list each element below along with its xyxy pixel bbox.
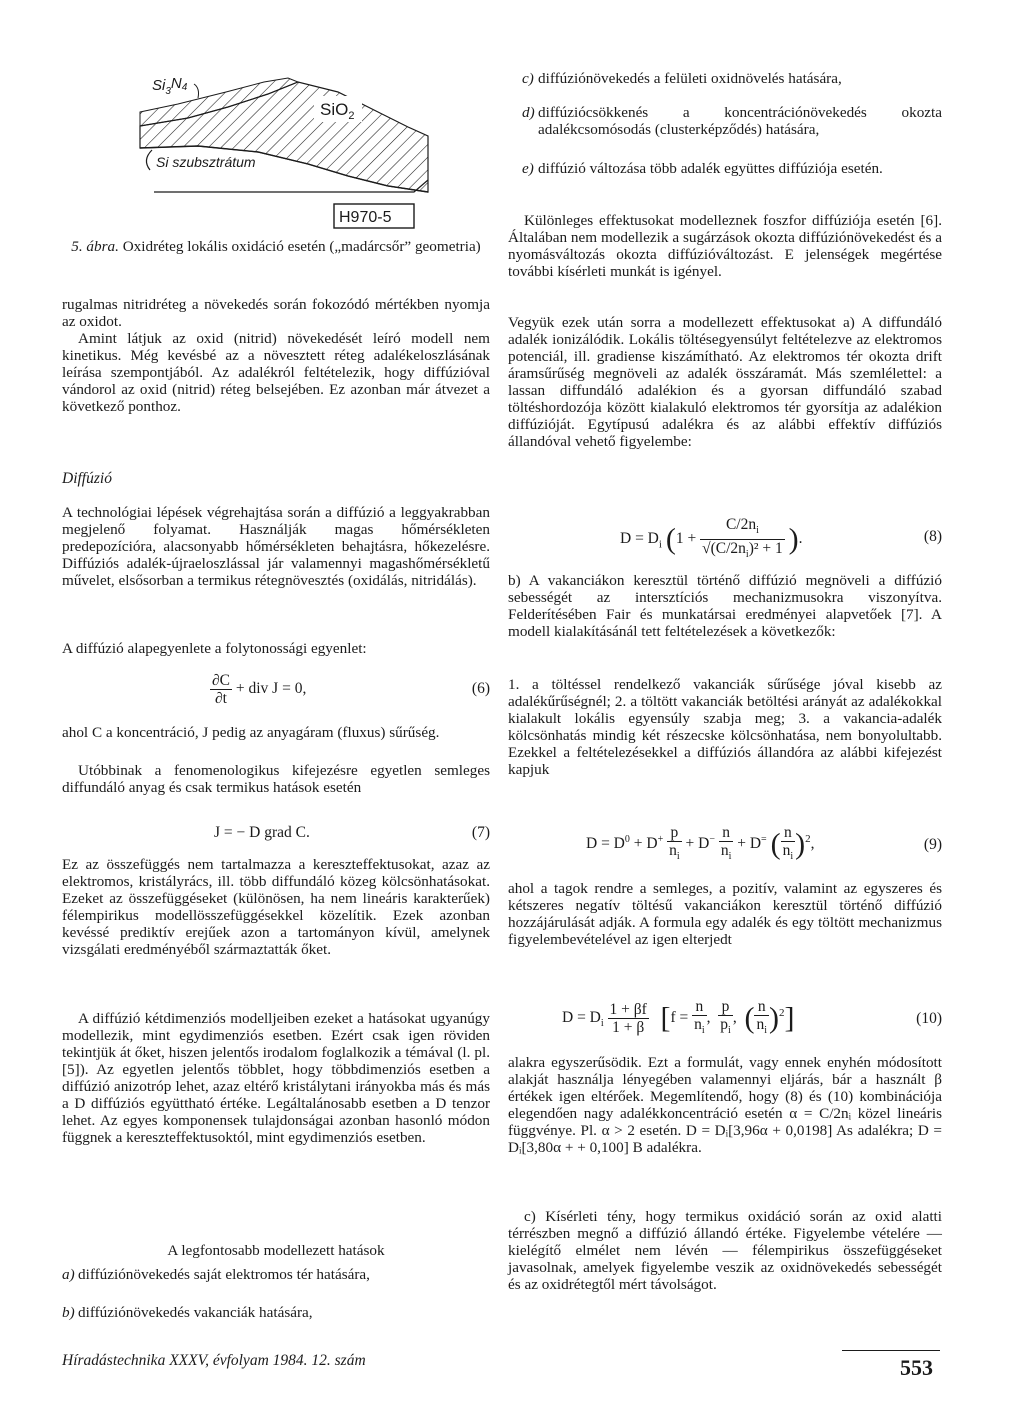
paragraph-3: A technológiai lépések végrehajtása során a diffúzió a leggyakrabban megjelenő folyamat. Használják magas hőmérsékleten predepozícióra, alacsonyabb hőmérsékleten behajtásra, hőkezelésre. Diffúziós adalék-újraeloszlással jár valamennyi magashőmérsékletű művelet, elsősorban a termikus rétegnövesztés (oxidálás, nitridálás). xyxy=(62,504,490,589)
paragraph-5: ahol C a koncentráció, J pedig az anyagáram (fluxus) sűrűség. xyxy=(62,724,440,741)
list-c-label: c) xyxy=(522,70,534,87)
eq6-number: (6) xyxy=(471,680,490,697)
equation-8: $D = D_i$ (1 + $\frac{C/2n_i}{√(C/2n_i)^2 + 1}$ ). (8) xyxy=(508,510,942,566)
equation-6 xyxy=(62,672,490,712)
paragraph-2: Amint látjuk az oxid (nitrid) növekedését leíró modell nem kinetikus. Még kevésbé az a növesztett réteg adalékeloszlásának leírása szempontjából. Az adalékról feltételezik, hogy diffúzióval vándorol az oxid (nitrid) réteg belsejében. Ez azonban már átvezet a következő ponthoz. xyxy=(62,330,490,415)
eq10-number: (10) xyxy=(916,1010,942,1027)
section-heading-diffuzio: Diffúzió xyxy=(62,470,112,487)
figure-caption xyxy=(62,238,490,255)
paragraph-6: Utóbbinak a fenomenologikus kifejezésre egyetlen semleges diffundáló anyag és csak termikus hatások esetén xyxy=(62,762,490,796)
caption-text: Oxidréteg lokális oxidáció esetén („madárcsőr” geometria) xyxy=(122,238,481,255)
list-e-label: e) xyxy=(522,160,534,177)
eq6-numerator: ∂C xyxy=(212,672,230,689)
paragraph-8: A diffúzió kétdimenziós modelljeiben ezeket a hatásokat ugyanúgy modellezik, mint egydimenziós esetben. Ezért csak igen röviden tekintjük át őket, hiszen jelentős irodalom foglalkozik a témával (l. pl. [5]). Az egyetlen jelentős többlet, hogy többdimenziós esetben a diffúzió anizotróp lehet, azaz eltérő kristálytani irányokba más és más a D diffúziós együttható értéke. Legáltalánosabb esetben a D tenzor lehet. Az egyes komponensek tulajdonságai azonban hasonló módon függnek a kereszteffektusoktól, mint egydimenziós esetben. xyxy=(62,1010,490,1146)
list-item-e xyxy=(522,160,942,177)
figure-code: H970-5 xyxy=(339,209,392,226)
journal-footer: Híradástechnika XXXV, évfolyam 1984. 12. szám xyxy=(62,1352,366,1369)
si3n4-label: $Si_3N4$ xyxy=(152,75,188,97)
eq8-number: (8) xyxy=(923,528,942,545)
eq8-numerator: $C/2n_i$ xyxy=(700,516,785,540)
right-paragraph-6: alakra egyszerűsödik. Ezt a formulát, vagy ennek enyhén módosított alakját használja lényegében valamennyi eljárás, bár a használt β értékek igen eltérőek. Megemlítendő, hogy (8) és (10) kombinációja elegendően nagy adalékkoncentráció esetén α = C/2nᵢ közel lineáris függvénye. Pl. α > 2 esetén. D = Dᵢ[3,96α + 0,0198] As adalékra; D = Dᵢ[3,80α + + 0,100] B adalékra. xyxy=(508,1054,942,1156)
list-d-text: diffúziócsökkenés a koncentrációnövekedés okozta adalékcsomósodás (clusterképződés) hatására, xyxy=(538,104,942,138)
list-b-text: diffúziónövekedés vakanciák hatására, xyxy=(78,1304,313,1321)
list-item-c xyxy=(522,70,942,87)
list-item-a xyxy=(62,1266,490,1283)
eq9-number: (9) xyxy=(923,836,942,853)
right-paragraph-4: 1. a töltéssel rendelkező vakanciák sűrűsége jóval kisebb az adalékűrűségnél; 2. a töltött vakanciák betöltési arányát az adalékokkal kialakult lokális egyensúly szabja meg; 3. a vakancia-adalék kölcsönhatás mindig két részecske kölcsönhatása, nem bonyolultabb. Ezekkel a feltételezésekkel a diffúziós állandóra az alábbi kifejezést kapjuk xyxy=(508,676,942,778)
paragraph-1: rugalmas nitridréteg a növekedés során fokozódó mértékben nyomja az oxidot. xyxy=(62,296,490,330)
eq8-sub: i xyxy=(658,538,662,551)
eq8-lhs: D = D xyxy=(620,530,659,548)
list-e-text: diffúzió változása több adalék együttes diffúziója esetén. xyxy=(538,160,883,177)
sio2-label: SiO$_2$ xyxy=(320,100,355,122)
equation-9: $D = D^0 + D^+$ $\frac{p}{n_i}$ + D− $\frac{n}{n_i}$ + D= ( $\frac{n}{n_i}$ )$^2$, (9) xyxy=(586,824,942,863)
right-paragraph-3: b) A vakanciákon keresztül történő diffúzió megnöveli a diffúzió sebességét az intersztíciós mechanizmusokra viszonyítva. Felderítésében Fair és munkatársai eredményei alapvetőek [7]. A modell kialakításánál tett feltételezések a következők: xyxy=(508,572,942,640)
right-paragraph-1: Különleges effektusokat modelleznek foszfor diffúziója esetén [6]. Általában nem modellezik a sugárzások okozta diffúziónövekedést és a nyomásváltozás okozta diffúzióváltozást. E jelenségek megértése további kísérleti munkát is igényel. xyxy=(508,212,942,280)
paragraph-7: Ez az összefüggés nem tartalmazza a kereszteffektusokat, azaz az elektromos, kristályrács, ill. több diffundáló közeg kölcsönhatásokat. Ezeket az összefüggéseket (különösen, ha nem lineáris karakterűek) félempirikus modellösszefüggésekkel közelítik. Ezek azonban kevéssé prediktív erejűek azon a tartományon kívül, amelynek vizsgálati eredményéből származtatták őket. xyxy=(62,856,490,958)
right-paragraph-5: ahol a tagok rendre a semleges, a pozitív, valamint az egyszeres és kétszeres negatív töltésű vakanciákon keresztül történő diffúzió hozzájárulását adják. A formula egy adalék és egy töltött mechanizmus figyelembevételével az igen elterjedt xyxy=(508,880,942,948)
list-a-label: a) xyxy=(62,1266,75,1283)
figure-bird-beak xyxy=(138,52,448,232)
page-number-rule xyxy=(842,1350,940,1351)
page-number: 553 xyxy=(900,1355,933,1380)
caption-number: 5. ábra. xyxy=(71,238,119,255)
list-c-text: diffúziónövekedés a felületi oxidnövelés hatására, xyxy=(538,70,842,87)
list-item-d xyxy=(522,104,942,138)
list-a-text: diffúziónövekedés saját elektromos tér hatására, xyxy=(78,1266,370,1283)
eq7-body: J = − D grad C. xyxy=(214,824,310,841)
paragraph-4: A diffúzió alapegyenlete a folytonossági egyenlet: xyxy=(62,640,367,657)
eq6-rest: + div J = 0, xyxy=(235,680,307,698)
right-paragraph-2: Vegyük ezek után sorra a modellezett effektusokat a) A diffundáló adalék ionizálódik. Lokális töltésegyensúlyt feltételezve az elektromos potenciál, ill. gradiense kiszámítható. Az elektromos tér okozta drift áramsűrűség megnöveli az adalék összáramát. Más szemlélettel: a lassan diffundáló adalékion és a gyorsan diffundáló szabad töltéshordozója között kialakuló elektromos tér gyorsítja az adalékion diffúzióját. Egytípusú adalékra és az alábbi effektív diffúziós állandóval vehető figyelembe: xyxy=(508,314,942,450)
right-paragraph-7: c) Kísérleti tény, hogy termikus oxidáció során az oxid alatti térrészben megnő a diffúzió állandó értéke. Figyelembe vételére — kielégítő elmélet nem lévén — félempirikus összefüggéseket javasolnak, amelyek figyelembe veszik az oxidnövekedés sebességét és az oxidrétegtől mért távolságot. xyxy=(508,1208,942,1293)
effects-subheading: A legfontosabb modellezett hatások xyxy=(167,1242,385,1259)
eq7-number: (7) xyxy=(471,824,490,841)
bird-beak-diagram xyxy=(138,52,448,232)
eq8-denominator: $√(C/2n_i)^2 + 1$ xyxy=(702,540,783,561)
eq6-denominator: ∂t xyxy=(215,690,227,707)
list-b-label: b) xyxy=(62,1304,75,1321)
list-item-b xyxy=(62,1304,490,1321)
list-d-label: d) xyxy=(522,104,535,121)
equation-10: $D = D_i$ $\frac{1 + \beta f}{1 + \beta}$ [f = $\frac{n}{n_i}$ , $\frac{p}{p_i}$ , ( $\frac{n}{n_i}$ )$^2$] (10) xyxy=(562,998,942,1037)
substrate-label: Si szubsztrátum xyxy=(156,154,256,170)
